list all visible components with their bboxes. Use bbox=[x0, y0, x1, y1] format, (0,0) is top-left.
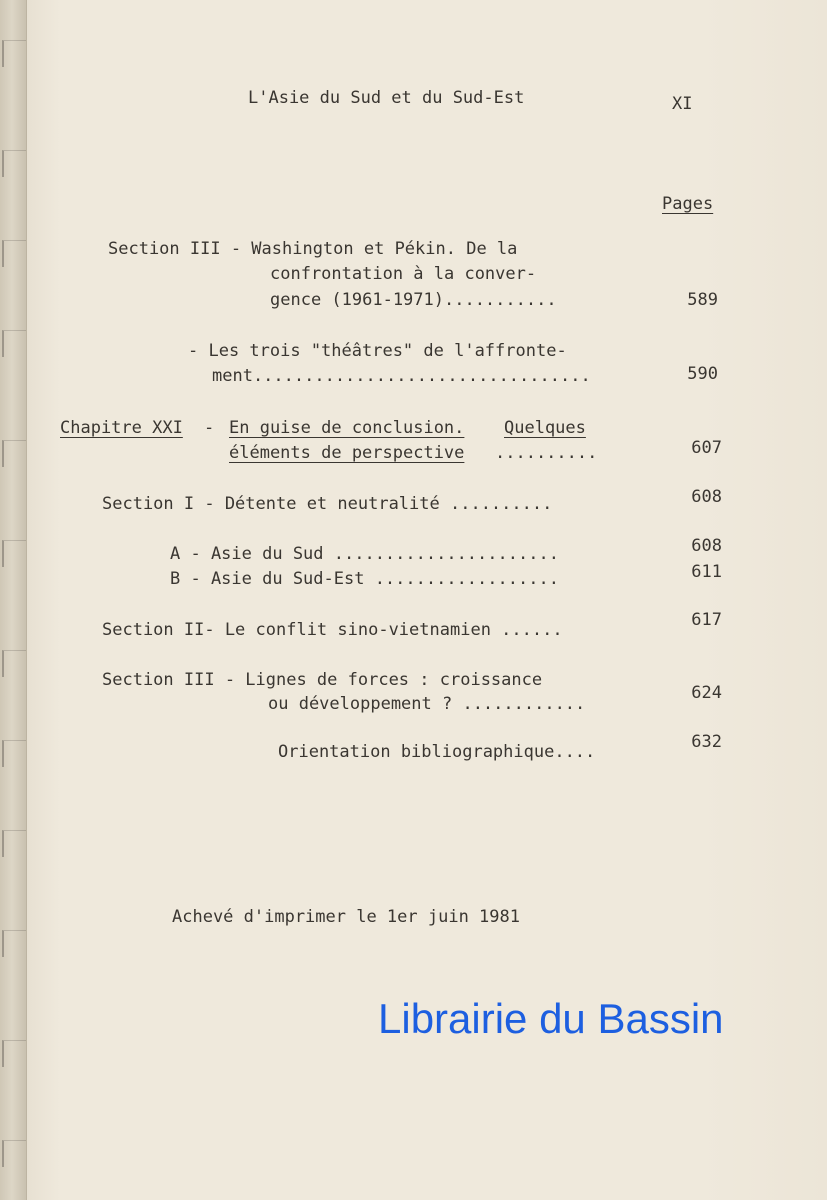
spine-mark bbox=[2, 330, 26, 357]
toc-chapter-21-leader: .......... bbox=[495, 443, 598, 463]
toc-section-1: Section I - Détente et neutralité .......... bbox=[102, 494, 553, 514]
running-title: L'Asie du Sud et du Sud-Est bbox=[248, 88, 525, 108]
toc-section-3-line1: Section III - Washington et Pékin. De la bbox=[108, 239, 518, 259]
toc-section-2: Section II- Le conflit sino-vietnamien ...... bbox=[102, 620, 563, 640]
toc-sub-a: A - Asie du Sud ...................... bbox=[170, 544, 559, 564]
colophon: Achevé d'imprimer le 1er juin 1981 bbox=[172, 907, 520, 927]
spine-mark bbox=[2, 540, 26, 567]
spine-mark bbox=[2, 1040, 26, 1067]
book-spine bbox=[0, 0, 27, 1200]
toc-section-3b-line1: Section III - Lignes de forces : croissance bbox=[102, 670, 543, 690]
toc-section-3b-line2: ou développement ? ............ bbox=[268, 694, 586, 714]
toc-section-2-page: 617 bbox=[691, 610, 722, 630]
bookseller-watermark: Librairie du Bassin bbox=[378, 995, 724, 1042]
toc-section-3b-page: 624 bbox=[691, 683, 722, 703]
spine-mark bbox=[2, 930, 26, 957]
spine-mark bbox=[2, 1140, 26, 1167]
spine-mark bbox=[2, 40, 26, 67]
toc-section-3-line3: gence (1961-1971)........... bbox=[270, 290, 557, 310]
spine-mark bbox=[2, 440, 26, 467]
toc-chapter-21-dash: - bbox=[204, 418, 215, 438]
toc-bibliography: Orientation bibliographique.... bbox=[278, 742, 596, 762]
toc-chapter-21-label: Chapitre XXI bbox=[60, 418, 183, 438]
toc-chapter-21-title-b: Quelques bbox=[504, 418, 586, 438]
toc-theatres-page: 590 bbox=[687, 364, 718, 384]
toc-theatres-line2: ment................................. bbox=[212, 366, 591, 386]
toc-sub-b: B - Asie du Sud-Est .................. bbox=[170, 569, 559, 589]
toc-chapter-21-title-a: En guise de conclusion. bbox=[229, 418, 465, 438]
toc-bibliography-page: 632 bbox=[691, 732, 722, 752]
toc-sub-a-page: 608 bbox=[691, 536, 722, 556]
spine-mark bbox=[2, 240, 26, 267]
spine-mark bbox=[2, 650, 26, 677]
spine-mark bbox=[2, 740, 26, 767]
toc-chapter-21-page: 607 bbox=[691, 438, 722, 458]
toc-section-1-page: 608 bbox=[691, 487, 722, 507]
page-number: XI bbox=[672, 94, 693, 114]
toc-section-3-line2: confrontation à la conver- bbox=[270, 264, 537, 284]
toc-chapter-21-title-c: éléments de perspective bbox=[229, 443, 465, 463]
spine-mark bbox=[2, 150, 26, 177]
pages-column-label: Pages bbox=[662, 194, 714, 214]
spine-mark bbox=[2, 830, 26, 857]
toc-theatres-line1: - Les trois "théâtres" de l'affronte- bbox=[188, 341, 567, 361]
toc-sub-b-page: 611 bbox=[691, 562, 722, 582]
toc-section-3-page: 589 bbox=[687, 290, 718, 310]
